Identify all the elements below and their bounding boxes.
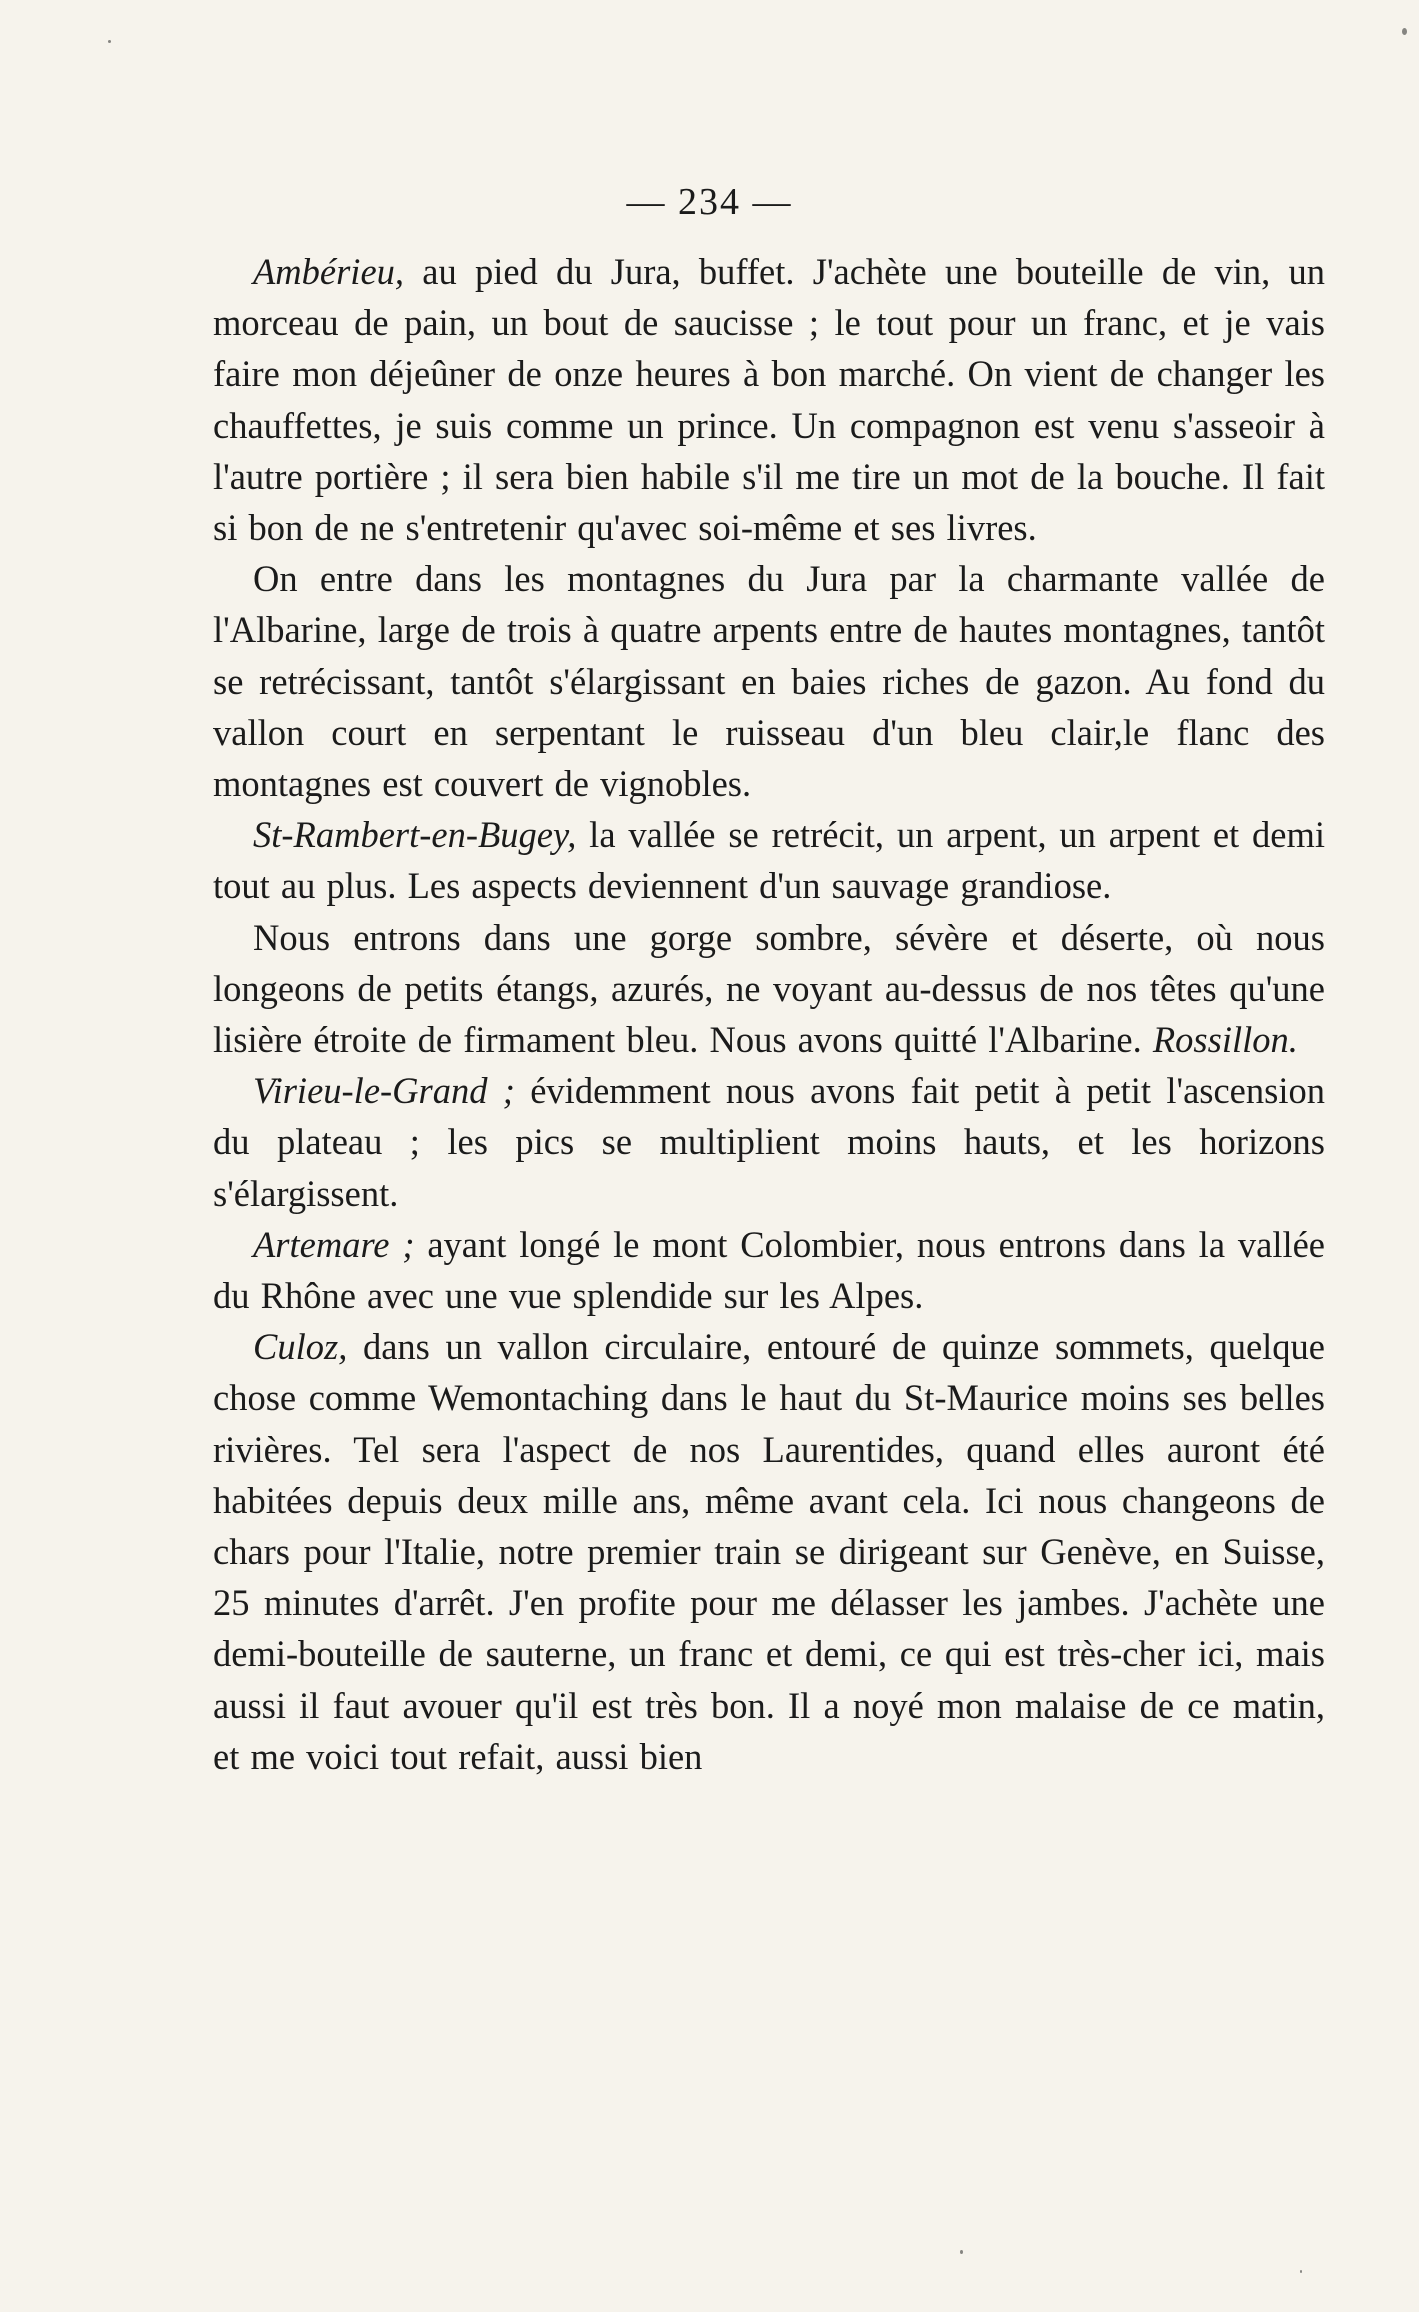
paragraph-artemare xyxy=(213,1219,1325,1321)
scan-speck xyxy=(1300,2270,1302,2273)
paragraph-st-rambert xyxy=(213,809,1325,911)
scan-speck xyxy=(108,40,111,43)
place-name: Culoz, xyxy=(253,1326,348,1368)
paragraph-text: ayant longé le mont Colombier, nous entrons dans la vallée du Rhône avec une vue splendide sur les Alpes. xyxy=(213,1223,1325,1317)
paragraph-virieu xyxy=(213,1065,1325,1219)
paragraph-gorge xyxy=(213,912,1325,1066)
paragraph-culoz xyxy=(213,1321,1325,1782)
paragraph-jura xyxy=(213,553,1325,809)
paragraph-text: Nous entrons dans une gorge sombre, sévère et déserte, où nous longeons de petits étangs, azurés, ne voyant au-dessus de nos têtes qu'une lisière étroite de firmament bleu. Nous avons quitté l'Albarine. xyxy=(213,916,1325,1061)
paragraph-text: dans un vallon circulaire, entouré de quinze sommets, quelque chose comme Wemontaching dans le haut du St-Maurice moins ses belles rivières. Tel sera l'aspect de nos Laurentides, quand elles auront été habitées depuis deux mille ans, même avant cela. Ici nous changeons de chars pour l'Italie, notre premier train se dirigeant sur Genève, en Suisse, 25 minutes d'arrêt. J'en profite pour me délasser les jambes. J'achète une demi-bouteille de sauterne, un franc et demi, ce qui est très-cher ici, mais aussi il faut avouer qu'il est très bon. Il a noyé mon malaise de ce matin, et me voici tout refait, aussi bien xyxy=(213,1326,1325,1777)
paragraph-amberieu xyxy=(213,246,1325,553)
paragraph-text: évidemment nous avons fait petit à petit l'ascension du plateau ; les pics se multiplient moins hauts, et les horizons s'élargissent. xyxy=(213,1070,1325,1214)
scan-speck xyxy=(1402,28,1407,35)
place-name: Artemare ; xyxy=(253,1223,415,1265)
place-name: Rossillon. xyxy=(1152,1019,1298,1061)
page-number: — 234 — xyxy=(626,181,793,223)
body-text xyxy=(213,246,1325,1782)
place-name: Virieu-le-Grand ; xyxy=(253,1070,515,1112)
place-name: St-Rambert-en-Bugey, xyxy=(253,814,577,856)
paragraph-text: On entre dans les montagnes du Jura par la charmante vallée de l'Albarine, large de trois à quatre arpents entre de hautes montagnes, tantôt se retrécissant, tantôt s'élargissant en baies riches de gazon. Au fond du vallon court en serpentant le ruisseau d'un bleu clair,le flanc des montagnes est couvert de vignobles. xyxy=(213,558,1325,805)
place-name: Ambérieu, xyxy=(253,251,405,292)
paragraph-text: au pied du Jura, buffet. J'achète une bouteille de vin, un morceau de pain, un bout de saucisse ; le tout pour un franc, et je vais faire mon déjeûner de onze heures à bon marché. On vient de changer les chauffettes, je suis comme un prince. Un compagnon est venu s'asseoir à l'autre portière ; il sera bien habile s'il me tire un mot de la bouche. Il fait si bon de ne s'entretenir qu'avec soi-même et ses livres. xyxy=(213,251,1325,549)
paragraph-text: la vallée se retrécit, un arpent, un arpent et demi tout au plus. Les aspects deviennent d'un sauvage grandiose. xyxy=(213,814,1325,907)
scan-speck xyxy=(960,2250,963,2254)
